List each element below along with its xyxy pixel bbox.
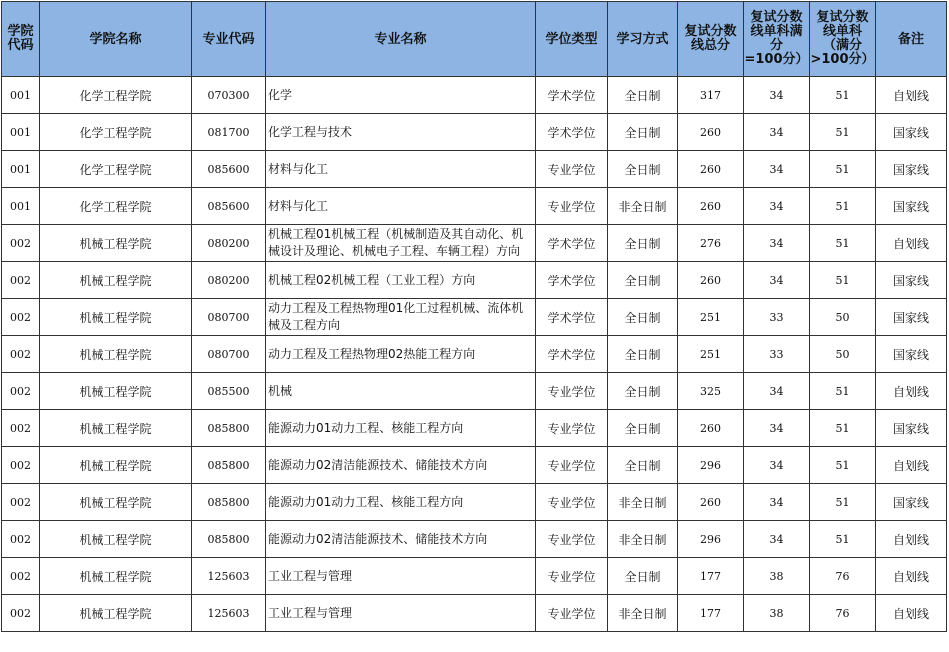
- cell-single-over100: 51: [810, 188, 876, 225]
- cell-remark: 国家线: [876, 299, 947, 336]
- cell-single-over100: 51: [810, 521, 876, 558]
- cell-remark: 自划线: [876, 225, 947, 262]
- cell-major-name: 能源动力02清洁能源技术、储能技术方向: [266, 447, 536, 484]
- cell-study-mode: 全日制: [608, 447, 678, 484]
- score-table: [1, 1, 947, 632]
- cell-total-score: 260: [678, 262, 744, 299]
- cell-major-code: 085800: [192, 521, 266, 558]
- cell-college-code: 002: [2, 373, 40, 410]
- cell-total-score: 325: [678, 373, 744, 410]
- header-label: 复试分数 线单科 （满分 >100分）: [810, 10, 875, 67]
- table-row: [2, 373, 947, 410]
- cell-college-name: 机械工程学院: [40, 484, 192, 521]
- cell-major-name: 机械工程02机械工程（工业工程）方向: [266, 262, 536, 299]
- cell-major-name: 化学: [266, 77, 536, 114]
- cell-major-code: 080700: [192, 336, 266, 373]
- cell-major-code: 085800: [192, 484, 266, 521]
- cell-study-mode: 全日制: [608, 410, 678, 447]
- cell-single-100: 38: [744, 595, 810, 632]
- cell-college-name: 机械工程学院: [40, 299, 192, 336]
- header-remark: [876, 2, 947, 77]
- cell-major-name: 材料与化工: [266, 188, 536, 225]
- cell-college-name: 化学工程学院: [40, 151, 192, 188]
- cell-single-100: 34: [744, 521, 810, 558]
- cell-college-code: 002: [2, 595, 40, 632]
- cell-major-code: 085800: [192, 410, 266, 447]
- header-major-name: [266, 2, 536, 77]
- header-label: 复试分数 线单科满 分 =100分）: [744, 10, 809, 67]
- table-row: [2, 484, 947, 521]
- cell-college-code: 002: [2, 299, 40, 336]
- cell-single-over100: 51: [810, 373, 876, 410]
- cell-study-mode: 全日制: [608, 77, 678, 114]
- cell-remark: 国家线: [876, 262, 947, 299]
- cell-college-name: 机械工程学院: [40, 262, 192, 299]
- cell-college-name: 机械工程学院: [40, 447, 192, 484]
- cell-college-name: 机械工程学院: [40, 410, 192, 447]
- cell-major-code: 070300: [192, 77, 266, 114]
- cell-major-code: 125603: [192, 595, 266, 632]
- cell-single-over100: 51: [810, 225, 876, 262]
- cell-degree-type: 专业学位: [536, 410, 608, 447]
- cell-remark: 国家线: [876, 188, 947, 225]
- cell-major-name: 能源动力02清洁能源技术、储能技术方向: [266, 521, 536, 558]
- cell-single-over100: 51: [810, 114, 876, 151]
- cell-single-100: 38: [744, 558, 810, 595]
- cell-single-over100: 51: [810, 484, 876, 521]
- header-major-code: [192, 2, 266, 77]
- cell-total-score: 260: [678, 114, 744, 151]
- header-single-100: [744, 2, 810, 77]
- cell-degree-type: 学术学位: [536, 225, 608, 262]
- cell-major-code: 080700: [192, 299, 266, 336]
- table-row: [2, 336, 947, 373]
- cell-college-code: 002: [2, 410, 40, 447]
- cell-remark: 自划线: [876, 373, 947, 410]
- cell-college-name: 机械工程学院: [40, 336, 192, 373]
- cell-college-name: 机械工程学院: [40, 521, 192, 558]
- header-label: 学位类型: [545, 31, 598, 47]
- cell-single-100: 34: [744, 225, 810, 262]
- cell-study-mode: 非全日制: [608, 595, 678, 632]
- cell-college-name: 机械工程学院: [40, 595, 192, 632]
- cell-college-name: 化学工程学院: [40, 188, 192, 225]
- table-row: [2, 77, 947, 114]
- cell-college-name: 化学工程学院: [40, 77, 192, 114]
- cell-degree-type: 学术学位: [536, 262, 608, 299]
- table-row: [2, 558, 947, 595]
- cell-single-over100: 51: [810, 410, 876, 447]
- header-label: 学习方式: [616, 31, 669, 47]
- cell-college-code: 001: [2, 188, 40, 225]
- cell-major-code: 085600: [192, 151, 266, 188]
- cell-college-code: 001: [2, 114, 40, 151]
- cell-single-100: 34: [744, 373, 810, 410]
- cell-study-mode: 全日制: [608, 225, 678, 262]
- header-label: 学院名称: [89, 31, 142, 47]
- table-row: [2, 188, 947, 225]
- cell-total-score: 296: [678, 521, 744, 558]
- cell-degree-type: 学术学位: [536, 114, 608, 151]
- cell-college-code: 002: [2, 225, 40, 262]
- cell-major-name: 工业工程与管理: [266, 595, 536, 632]
- cell-single-over100: 76: [810, 595, 876, 632]
- cell-college-name: 机械工程学院: [40, 373, 192, 410]
- cell-study-mode: 全日制: [608, 299, 678, 336]
- cell-remark: 自划线: [876, 595, 947, 632]
- cell-study-mode: 全日制: [608, 151, 678, 188]
- cell-remark: 国家线: [876, 410, 947, 447]
- cell-remark: 自划线: [876, 558, 947, 595]
- table-row: [2, 114, 947, 151]
- cell-single-over100: 50: [810, 336, 876, 373]
- cell-degree-type: 学术学位: [536, 336, 608, 373]
- cell-single-over100: 50: [810, 299, 876, 336]
- cell-major-code: 125603: [192, 558, 266, 595]
- cell-remark: 自划线: [876, 447, 947, 484]
- header-label: 学院 代码: [7, 24, 34, 53]
- cell-major-code: 080200: [192, 225, 266, 262]
- header-label: 专业代码: [202, 31, 255, 47]
- cell-remark: 自划线: [876, 77, 947, 114]
- cell-study-mode: 非全日制: [608, 484, 678, 521]
- cell-major-name: 材料与化工: [266, 151, 536, 188]
- cell-total-score: 260: [678, 410, 744, 447]
- cell-study-mode: 全日制: [608, 114, 678, 151]
- cell-single-100: 33: [744, 299, 810, 336]
- cell-single-over100: 51: [810, 151, 876, 188]
- cell-total-score: 260: [678, 484, 744, 521]
- cell-total-score: 260: [678, 188, 744, 225]
- cell-college-name: 机械工程学院: [40, 225, 192, 262]
- cell-single-100: 34: [744, 114, 810, 151]
- cell-total-score: 260: [678, 151, 744, 188]
- header-row: [2, 2, 947, 77]
- cell-total-score: 177: [678, 595, 744, 632]
- header-study-mode: [608, 2, 678, 77]
- cell-degree-type: 专业学位: [536, 188, 608, 225]
- cell-study-mode: 全日制: [608, 262, 678, 299]
- header-label: 专业名称: [374, 31, 427, 47]
- cell-single-100: 34: [744, 188, 810, 225]
- cell-degree-type: 学术学位: [536, 299, 608, 336]
- cell-study-mode: 全日制: [608, 558, 678, 595]
- cell-major-name: 工业工程与管理: [266, 558, 536, 595]
- header-total-score: [678, 2, 744, 77]
- cell-college-code: 002: [2, 262, 40, 299]
- cell-major-code: 085600: [192, 188, 266, 225]
- cell-major-code: 085500: [192, 373, 266, 410]
- cell-single-100: 34: [744, 77, 810, 114]
- cell-total-score: 317: [678, 77, 744, 114]
- cell-study-mode: 非全日制: [608, 521, 678, 558]
- table-row: [2, 225, 947, 262]
- cell-remark: 自划线: [876, 521, 947, 558]
- cell-major-name: 能源动力01动力工程、核能工程方向: [266, 410, 536, 447]
- table-row: [2, 595, 947, 632]
- cell-major-code: 080200: [192, 262, 266, 299]
- cell-college-name: 机械工程学院: [40, 558, 192, 595]
- header-label: 复试分数 线总分: [684, 24, 737, 53]
- cell-remark: 国家线: [876, 484, 947, 521]
- cell-major-name: 能源动力01动力工程、核能工程方向: [266, 484, 536, 521]
- table-row: [2, 151, 947, 188]
- header-college-code: [2, 2, 40, 77]
- cell-total-score: 251: [678, 336, 744, 373]
- table-row: [2, 447, 947, 484]
- cell-college-code: 001: [2, 77, 40, 114]
- cell-remark: 国家线: [876, 151, 947, 188]
- cell-college-name: 化学工程学院: [40, 114, 192, 151]
- cell-study-mode: 全日制: [608, 336, 678, 373]
- cell-college-code: 002: [2, 558, 40, 595]
- cell-degree-type: 专业学位: [536, 373, 608, 410]
- cell-college-code: 001: [2, 151, 40, 188]
- cell-college-code: 002: [2, 521, 40, 558]
- cell-degree-type: 专业学位: [536, 484, 608, 521]
- cell-study-mode: 非全日制: [608, 188, 678, 225]
- cell-college-code: 002: [2, 447, 40, 484]
- header-single-over100: [810, 2, 876, 77]
- cell-major-name: 化学工程与技术: [266, 114, 536, 151]
- cell-single-100: 34: [744, 484, 810, 521]
- table-row: [2, 521, 947, 558]
- cell-single-100: 34: [744, 447, 810, 484]
- cell-degree-type: 学术学位: [536, 77, 608, 114]
- table-row: [2, 262, 947, 299]
- cell-single-over100: 51: [810, 77, 876, 114]
- cell-degree-type: 专业学位: [536, 558, 608, 595]
- cell-major-name: 机械工程01机械工程（机械制造及其自动化、机械设计及理论、机械电子工程、车辆工程）方向: [266, 225, 536, 262]
- cell-major-name: 机械: [266, 373, 536, 410]
- cell-single-100: 34: [744, 151, 810, 188]
- cell-degree-type: 专业学位: [536, 447, 608, 484]
- cell-major-code: 081700: [192, 114, 266, 151]
- cell-degree-type: 专业学位: [536, 151, 608, 188]
- cell-single-over100: 51: [810, 262, 876, 299]
- cell-degree-type: 专业学位: [536, 521, 608, 558]
- header-label: 备注: [897, 31, 924, 47]
- cell-total-score: 177: [678, 558, 744, 595]
- cell-college-code: 002: [2, 484, 40, 521]
- cell-degree-type: 专业学位: [536, 595, 608, 632]
- header-college-name: [40, 2, 192, 77]
- cell-study-mode: 全日制: [608, 373, 678, 410]
- cell-single-100: 33: [744, 336, 810, 373]
- cell-major-code: 085800: [192, 447, 266, 484]
- cell-major-name: 动力工程及工程热物理02热能工程方向: [266, 336, 536, 373]
- cell-single-over100: 51: [810, 447, 876, 484]
- cell-total-score: 251: [678, 299, 744, 336]
- header-degree-type: [536, 2, 608, 77]
- cell-total-score: 276: [678, 225, 744, 262]
- cell-total-score: 296: [678, 447, 744, 484]
- table-row: [2, 299, 947, 336]
- cell-college-code: 002: [2, 336, 40, 373]
- cell-major-name: 动力工程及工程热物理01化工过程机械、流体机械及工程方向: [266, 299, 536, 336]
- cell-single-over100: 76: [810, 558, 876, 595]
- cell-single-100: 34: [744, 262, 810, 299]
- cell-remark: 国家线: [876, 336, 947, 373]
- cell-remark: 国家线: [876, 114, 947, 151]
- cell-single-100: 34: [744, 410, 810, 447]
- table-body: [2, 77, 947, 632]
- table-row: [2, 410, 947, 447]
